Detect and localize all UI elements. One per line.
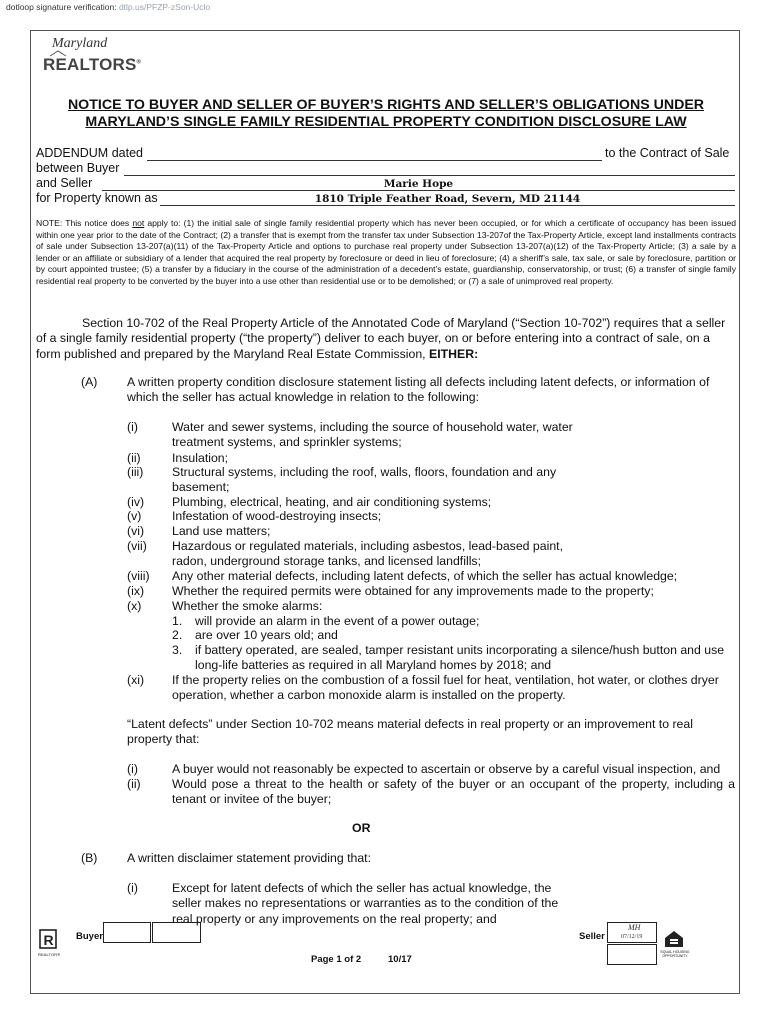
list-item-text: Land use matters; — [172, 524, 271, 538]
signature-verification — [6, 2, 210, 12]
smoke-item-text: if battery operated, are sealed, tamper resistant units incorporating a silence/hush button and use long-life batteries as required in all Maryland homes by 2018; and — [195, 643, 725, 673]
list-item-text: Except for latent defects of which the seller has actual knowledge, the seller makes no representations or warranties as to the condition of the real property or any improvements on the real property; and — [172, 881, 559, 926]
exemption-note: NOTE: This notice does not apply to: (1) the initial sale of single family residential property which has never been occupied, or for which a certificate of occupancy has been issued within one year prior to the date of the Contract; (2) a transfer that is exempt from the transfer tax under Subsection 13-207of the Tax-Property Article, except land installments contracts of sale under Subsection 13-207(a)(11) of the Tax-Property Article and options to purchase real property under Subsection 13-207(a)(12) of the Tax-Property Article; (3) a sale by a lender or an affiliate or subsidiary of a lender that acquired the real property by foreclosure or deed in lieu of foreclosure; (4) a sheriff’s sale, tax sale, or sale by foreclosure, partition or by court appointed trustee; (5) a transfer by a fiduciary in the course of the administration of a decedent’s estate, guardianship, conservatorship, or trust; (6) a transfer of single family residential real property to be converted by the buyer into a use other than residential use or to be demolished; or (7) a sale of unimproved real property. — [36, 218, 736, 286]
list-item-number: (i) — [127, 881, 138, 895]
buyer-initials-box-2[interactable] — [152, 922, 201, 943]
buyer-initials-box-1[interactable] — [103, 922, 151, 943]
list-item-number: (iv) — [127, 495, 145, 509]
list-item-number: (ix) — [127, 584, 145, 598]
verification-label: dotloop signature verification: — [6, 2, 117, 12]
seller-name-field[interactable]: Marie Hope — [102, 176, 735, 191]
list-item-text: Infestation of wood-destroying insects; — [172, 509, 382, 523]
verification-code[interactable]: dtlp.us/PFZP-zSon-Uclo — [118, 2, 211, 12]
list-item-number: (vi) — [127, 524, 145, 538]
seller-initials-date: 07/12/19 — [621, 934, 643, 940]
smoke-item-number: 1. — [172, 614, 183, 628]
list-item-number: (iii) — [127, 465, 144, 479]
realtor-caption: REALTOR® — [38, 952, 61, 957]
property-address-field[interactable]: 1810 Triple Feather Road, Severn, MD 21144 — [160, 191, 735, 206]
list-item-text: Water and sewer systems, including the source of household water, water treatment systems, and sprinkler systems; — [172, 420, 573, 450]
form-revision: 10/17 — [388, 954, 412, 965]
seller-initials-signature: MH — [628, 923, 641, 932]
list-item-text: Whether the required permits were obtained for any improvements made to the property; — [172, 584, 654, 598]
addendum-date-field[interactable] — [147, 146, 602, 161]
logo-script-text: Maryland — [52, 36, 108, 51]
seller-initials-label: Seller — [579, 931, 605, 942]
list-item-number: (x) — [127, 599, 142, 613]
list-item-number: (xi) — [127, 673, 145, 687]
property-label: for Property known as — [36, 191, 158, 205]
latent-defects-intro: “Latent defects” under Section 10-702 means material defects in real property or an improvement to real property that: — [127, 717, 693, 747]
latent-item-number: (ii) — [127, 777, 141, 791]
seller-label: and Seller — [36, 176, 93, 190]
title-line-1: NOTICE TO BUYER AND SELLER OF BUYER’S RIGHTS AND SELLER’S OBLIGATIONS UNDER — [67, 97, 705, 113]
list-item-text: If the property relies on the combustion of a fossil fuel for heat, ventilation, hot water, or clothes dryer operation, whether a carbon monoxide alarm is installed on the property. — [172, 673, 719, 703]
or-separator: OR — [352, 821, 371, 835]
addendum-label: ADDENDUM dated — [36, 146, 143, 160]
title-line-2: MARYLAND’S SINGLE FAMILY RESIDENTIAL PROPERTY CONDITION DISCLOSURE LAW — [85, 114, 687, 130]
smoke-item-text: are over 10 years old; and — [195, 628, 338, 642]
svg-text:R: R — [43, 932, 54, 948]
latent-item-text: A buyer would not reasonably be expected to ascertain or observe by a careful visual inspection, and — [172, 762, 721, 776]
equal-housing-caption: EQUAL HOUSING OPPORTUNITY — [660, 950, 690, 958]
smoke-item-number: 2. — [172, 628, 183, 642]
seller-initials-box-2[interactable] — [607, 944, 657, 965]
buyer-name-field[interactable] — [124, 161, 735, 176]
list-item-number: (ii) — [127, 451, 141, 465]
list-item-text: Any other material defects, including latent defects, of which the seller has actual knowledge; — [172, 569, 678, 583]
intro-paragraph: Section 10-702 of the Real Property Article of the Annotated Code of Maryland (“Section 10-702”) requires that a seller of a single family residential property (“the property”) deliver to each buyer, on or before entering into a contract of sale, on a form published and prepared by the Maryland Real Estate Commission, EITHER: — [36, 316, 726, 361]
list-item-text: Insulation; — [172, 451, 229, 465]
list-item-text: Plumbing, electrical, heating, and air conditioning systems; — [172, 495, 492, 509]
buyer-initials-label: Buyer — [76, 931, 103, 942]
logo-word: REALTORS® — [43, 55, 142, 74]
list-item-number: (v) — [127, 509, 142, 523]
latent-item-text: Would pose a threat to the health or safety of the buyer or an occupant of the property, including a tenant or invitee of the buyer; — [172, 777, 735, 807]
list-item-number: (viii) — [127, 569, 150, 583]
page-number: Page 1 of 2 — [311, 954, 362, 965]
seller-initials-box-1[interactable] — [607, 922, 657, 943]
section-a-text: A written property condition disclosure statement listing all defects including latent defects, or information of which the seller has actual knowledge in relation to the following: — [127, 375, 710, 405]
list-item-text: Hazardous or regulated materials, including asbestos, lead-based paint, radon, underground storage tanks, and licensed landfills; — [172, 539, 563, 569]
section-b-text: A written disclaimer statement providing that: — [127, 851, 371, 865]
section-a-marker: (A) — [81, 375, 98, 389]
smoke-item-text: will provide an alarm in the event of a power outage; — [195, 614, 480, 628]
contract-label: to the Contract of Sale — [605, 146, 730, 160]
section-b-marker: (B) — [81, 851, 98, 865]
list-item-number: (i) — [127, 420, 138, 434]
list-item-text: Structural systems, including the roof, walls, floors, foundation and any basement; — [172, 465, 557, 495]
buyer-label: between Buyer — [36, 161, 120, 175]
list-item-number: (vii) — [127, 539, 147, 553]
smoke-item-number: 3. — [172, 643, 183, 657]
latent-item-number: (i) — [127, 762, 138, 776]
equal-housing-icon — [662, 929, 686, 949]
maryland-realtors-logo — [40, 34, 142, 78]
list-item-text: Whether the smoke alarms: — [172, 599, 323, 613]
document-title — [36, 97, 736, 131]
